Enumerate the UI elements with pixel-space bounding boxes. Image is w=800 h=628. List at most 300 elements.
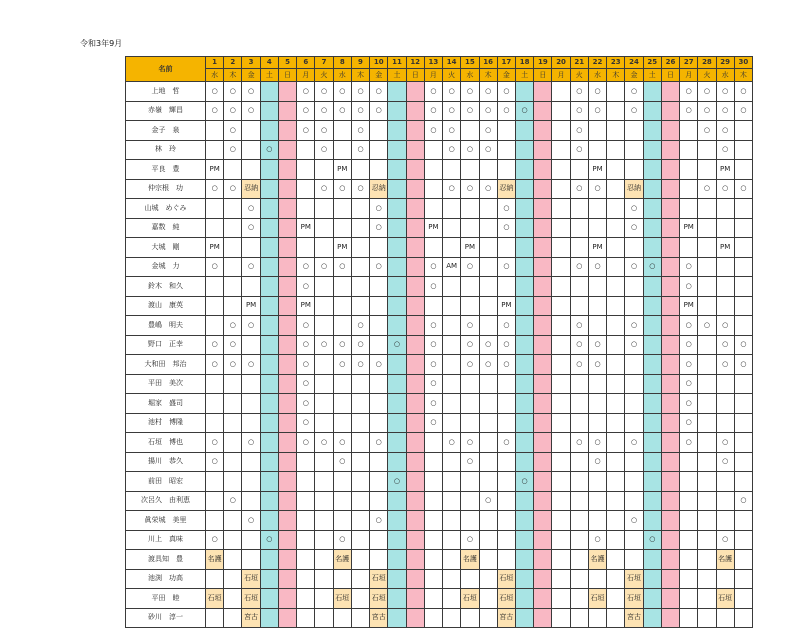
schedule-cell[interactable] [515,296,533,316]
schedule-cell[interactable]: 石垣 [242,569,260,589]
schedule-cell[interactable] [497,121,515,141]
schedule-cell[interactable]: ○ [479,82,497,102]
schedule-cell[interactable] [698,550,716,570]
schedule-cell[interactable] [680,472,698,492]
schedule-cell[interactable]: ○ [625,257,643,277]
schedule-cell[interactable]: ○ [351,82,369,102]
schedule-cell[interactable] [278,257,296,277]
schedule-cell[interactable] [388,589,406,609]
schedule-cell[interactable]: PM [588,160,606,180]
schedule-cell[interactable] [479,452,497,472]
schedule-cell[interactable] [643,433,661,453]
schedule-cell[interactable]: ○ [297,413,315,433]
schedule-cell[interactable]: ○ [716,179,734,199]
schedule-cell[interactable] [242,238,260,258]
schedule-cell[interactable] [570,394,588,414]
schedule-cell[interactable] [333,121,351,141]
schedule-cell[interactable] [734,550,752,570]
schedule-cell[interactable] [607,394,625,414]
schedule-cell[interactable] [570,452,588,472]
schedule-cell[interactable]: 石垣 [588,589,606,609]
schedule-cell[interactable]: 忍納 [497,179,515,199]
schedule-cell[interactable] [698,569,716,589]
schedule-cell[interactable] [443,335,461,355]
schedule-cell[interactable]: ○ [570,101,588,121]
schedule-cell[interactable] [443,199,461,219]
schedule-cell[interactable] [534,413,552,433]
schedule-cell[interactable] [278,433,296,453]
schedule-cell[interactable]: ○ [297,316,315,336]
schedule-cell[interactable] [351,296,369,316]
schedule-cell[interactable] [443,569,461,589]
schedule-cell[interactable] [716,394,734,414]
schedule-cell[interactable] [260,179,278,199]
schedule-cell[interactable] [206,316,224,336]
schedule-cell[interactable] [406,589,424,609]
schedule-cell[interactable]: ○ [351,121,369,141]
schedule-cell[interactable] [716,218,734,238]
schedule-cell[interactable] [570,569,588,589]
schedule-cell[interactable] [351,218,369,238]
schedule-cell[interactable]: ○ [297,277,315,297]
schedule-cell[interactable] [497,452,515,472]
schedule-cell[interactable] [625,296,643,316]
schedule-cell[interactable] [278,530,296,550]
schedule-cell[interactable]: ○ [224,179,242,199]
schedule-cell[interactable]: ○ [315,433,333,453]
schedule-cell[interactable] [260,199,278,219]
schedule-cell[interactable]: ○ [680,257,698,277]
schedule-cell[interactable] [607,530,625,550]
schedule-cell[interactable] [570,238,588,258]
schedule-cell[interactable]: ○ [424,413,442,433]
schedule-cell[interactable] [716,199,734,219]
schedule-cell[interactable] [625,160,643,180]
schedule-cell[interactable] [625,452,643,472]
schedule-cell[interactable] [497,491,515,511]
schedule-cell[interactable] [643,569,661,589]
schedule-cell[interactable] [643,101,661,121]
schedule-cell[interactable] [443,296,461,316]
schedule-cell[interactable] [734,511,752,531]
schedule-cell[interactable] [643,413,661,433]
schedule-cell[interactable] [206,199,224,219]
schedule-cell[interactable]: ○ [388,472,406,492]
schedule-cell[interactable] [497,238,515,258]
schedule-cell[interactable] [278,160,296,180]
schedule-cell[interactable] [734,433,752,453]
schedule-cell[interactable]: ○ [680,335,698,355]
schedule-cell[interactable] [661,355,679,375]
schedule-cell[interactable] [643,121,661,141]
schedule-cell[interactable] [424,433,442,453]
schedule-cell[interactable] [370,335,388,355]
schedule-cell[interactable] [297,140,315,160]
schedule-cell[interactable] [278,472,296,492]
schedule-cell[interactable]: ○ [297,433,315,453]
schedule-cell[interactable] [388,530,406,550]
schedule-cell[interactable]: 宮古 [242,608,260,628]
schedule-cell[interactable]: 宮古 [370,608,388,628]
schedule-cell[interactable]: ○ [570,355,588,375]
schedule-cell[interactable] [242,472,260,492]
schedule-cell[interactable] [351,160,369,180]
schedule-cell[interactable]: ○ [297,374,315,394]
schedule-cell[interactable] [224,452,242,472]
schedule-cell[interactable]: ○ [698,316,716,336]
schedule-cell[interactable]: ○ [479,101,497,121]
schedule-cell[interactable] [479,589,497,609]
schedule-cell[interactable] [443,355,461,375]
schedule-cell[interactable]: 名護 [333,550,351,570]
schedule-cell[interactable] [224,530,242,550]
schedule-cell[interactable]: ○ [570,140,588,160]
schedule-cell[interactable] [552,316,570,336]
schedule-cell[interactable] [242,491,260,511]
schedule-cell[interactable] [515,355,533,375]
schedule-cell[interactable] [461,394,479,414]
schedule-cell[interactable]: ○ [206,433,224,453]
schedule-cell[interactable] [680,491,698,511]
schedule-cell[interactable] [534,296,552,316]
schedule-cell[interactable]: 石垣 [625,589,643,609]
schedule-cell[interactable] [242,140,260,160]
schedule-cell[interactable] [661,218,679,238]
schedule-cell[interactable] [570,511,588,531]
schedule-cell[interactable] [388,257,406,277]
schedule-cell[interactable]: ○ [734,101,752,121]
schedule-cell[interactable] [242,530,260,550]
schedule-cell[interactable] [534,179,552,199]
schedule-cell[interactable]: ○ [643,257,661,277]
schedule-cell[interactable]: 石垣 [370,589,388,609]
schedule-cell[interactable] [734,238,752,258]
schedule-cell[interactable] [461,277,479,297]
schedule-cell[interactable] [607,218,625,238]
schedule-cell[interactable] [716,296,734,316]
schedule-cell[interactable] [698,296,716,316]
schedule-cell[interactable] [643,82,661,102]
schedule-cell[interactable] [406,472,424,492]
schedule-cell[interactable] [515,316,533,336]
schedule-cell[interactable] [406,491,424,511]
schedule-cell[interactable] [680,121,698,141]
schedule-cell[interactable]: ○ [479,335,497,355]
schedule-cell[interactable] [661,511,679,531]
schedule-cell[interactable] [297,550,315,570]
schedule-cell[interactable] [424,238,442,258]
schedule-cell[interactable] [661,277,679,297]
schedule-cell[interactable]: ○ [716,433,734,453]
schedule-cell[interactable] [588,199,606,219]
schedule-cell[interactable]: ○ [734,491,752,511]
schedule-cell[interactable] [406,296,424,316]
schedule-cell[interactable] [278,550,296,570]
schedule-cell[interactable] [260,335,278,355]
schedule-cell[interactable] [552,121,570,141]
schedule-cell[interactable] [552,335,570,355]
schedule-cell[interactable] [351,452,369,472]
schedule-cell[interactable] [370,452,388,472]
schedule-cell[interactable]: PM [333,160,351,180]
schedule-cell[interactable] [698,491,716,511]
schedule-cell[interactable]: ○ [242,355,260,375]
schedule-cell[interactable] [206,374,224,394]
schedule-cell[interactable] [351,374,369,394]
schedule-cell[interactable] [315,511,333,531]
schedule-cell[interactable]: ○ [424,316,442,336]
schedule-cell[interactable]: PM [588,238,606,258]
schedule-cell[interactable] [406,121,424,141]
schedule-cell[interactable] [643,394,661,414]
schedule-cell[interactable] [443,316,461,336]
schedule-cell[interactable] [698,433,716,453]
schedule-cell[interactable]: ○ [333,101,351,121]
schedule-cell[interactable] [479,550,497,570]
schedule-cell[interactable]: ○ [297,257,315,277]
schedule-cell[interactable]: ○ [734,335,752,355]
schedule-cell[interactable] [734,394,752,414]
schedule-cell[interactable] [479,296,497,316]
schedule-cell[interactable] [661,491,679,511]
schedule-cell[interactable]: ○ [224,355,242,375]
schedule-cell[interactable] [351,199,369,219]
schedule-cell[interactable]: ○ [315,82,333,102]
schedule-cell[interactable] [680,589,698,609]
schedule-cell[interactable] [297,589,315,609]
schedule-cell[interactable] [552,374,570,394]
schedule-cell[interactable] [643,374,661,394]
schedule-cell[interactable] [479,238,497,258]
schedule-cell[interactable]: ○ [370,101,388,121]
schedule-cell[interactable] [643,179,661,199]
schedule-cell[interactable] [552,160,570,180]
schedule-cell[interactable]: ○ [734,82,752,102]
schedule-cell[interactable] [333,413,351,433]
schedule-cell[interactable] [552,101,570,121]
schedule-cell[interactable] [515,257,533,277]
schedule-cell[interactable]: ○ [351,101,369,121]
schedule-cell[interactable] [570,530,588,550]
schedule-cell[interactable] [607,472,625,492]
schedule-cell[interactable] [260,413,278,433]
schedule-cell[interactable] [333,569,351,589]
schedule-cell[interactable] [424,472,442,492]
schedule-cell[interactable] [643,491,661,511]
schedule-cell[interactable]: ○ [461,452,479,472]
schedule-cell[interactable] [534,199,552,219]
schedule-cell[interactable] [607,335,625,355]
schedule-cell[interactable]: PM [333,238,351,258]
schedule-cell[interactable]: ○ [479,491,497,511]
schedule-cell[interactable] [698,257,716,277]
schedule-cell[interactable] [534,101,552,121]
schedule-cell[interactable] [351,589,369,609]
schedule-cell[interactable] [515,511,533,531]
schedule-cell[interactable] [278,199,296,219]
schedule-cell[interactable] [698,394,716,414]
schedule-cell[interactable] [388,199,406,219]
schedule-cell[interactable] [734,589,752,609]
schedule-cell[interactable] [643,589,661,609]
schedule-cell[interactable] [333,374,351,394]
schedule-cell[interactable] [370,530,388,550]
schedule-cell[interactable] [497,550,515,570]
schedule-cell[interactable] [661,374,679,394]
schedule-cell[interactable] [278,394,296,414]
schedule-cell[interactable] [661,82,679,102]
schedule-cell[interactable] [260,355,278,375]
schedule-cell[interactable] [515,218,533,238]
schedule-cell[interactable]: ○ [479,355,497,375]
schedule-cell[interactable] [388,569,406,589]
schedule-cell[interactable]: ○ [461,316,479,336]
schedule-cell[interactable] [570,160,588,180]
schedule-cell[interactable]: ○ [351,316,369,336]
schedule-cell[interactable] [278,140,296,160]
schedule-cell[interactable] [661,569,679,589]
schedule-cell[interactable]: ○ [479,140,497,160]
schedule-cell[interactable] [497,277,515,297]
schedule-cell[interactable] [680,160,698,180]
schedule-cell[interactable] [607,413,625,433]
schedule-cell[interactable] [315,296,333,316]
schedule-cell[interactable]: ○ [370,218,388,238]
schedule-cell[interactable] [588,277,606,297]
schedule-cell[interactable] [406,394,424,414]
schedule-cell[interactable] [716,277,734,297]
schedule-cell[interactable]: ○ [315,257,333,277]
schedule-cell[interactable] [643,511,661,531]
schedule-cell[interactable] [734,374,752,394]
schedule-cell[interactable] [224,238,242,258]
schedule-cell[interactable] [333,511,351,531]
schedule-cell[interactable] [388,296,406,316]
schedule-cell[interactable] [315,530,333,550]
schedule-cell[interactable] [351,569,369,589]
schedule-cell[interactable] [534,121,552,141]
schedule-cell[interactable] [607,160,625,180]
schedule-cell[interactable] [698,472,716,492]
schedule-cell[interactable]: ○ [242,199,260,219]
schedule-cell[interactable] [716,374,734,394]
schedule-cell[interactable] [278,355,296,375]
schedule-cell[interactable] [534,316,552,336]
schedule-cell[interactable] [552,199,570,219]
schedule-cell[interactable] [224,569,242,589]
schedule-cell[interactable]: ○ [497,199,515,219]
schedule-cell[interactable] [315,491,333,511]
schedule-cell[interactable] [260,569,278,589]
schedule-cell[interactable] [206,569,224,589]
schedule-cell[interactable] [497,511,515,531]
schedule-cell[interactable] [625,121,643,141]
schedule-cell[interactable] [278,589,296,609]
schedule-cell[interactable]: PM [680,218,698,238]
schedule-cell[interactable] [370,413,388,433]
schedule-cell[interactable] [388,491,406,511]
schedule-cell[interactable] [734,530,752,550]
schedule-cell[interactable] [607,355,625,375]
schedule-cell[interactable] [479,472,497,492]
schedule-cell[interactable]: ○ [424,335,442,355]
schedule-cell[interactable] [734,569,752,589]
schedule-cell[interactable]: ○ [515,101,533,121]
schedule-cell[interactable]: ○ [242,101,260,121]
schedule-cell[interactable]: ○ [625,511,643,531]
schedule-cell[interactable]: ○ [515,472,533,492]
schedule-cell[interactable] [661,160,679,180]
schedule-cell[interactable]: PM [206,160,224,180]
schedule-cell[interactable] [242,374,260,394]
schedule-cell[interactable] [698,355,716,375]
schedule-cell[interactable]: PM [716,238,734,258]
schedule-cell[interactable] [315,374,333,394]
schedule-cell[interactable] [661,238,679,258]
schedule-cell[interactable] [734,257,752,277]
schedule-cell[interactable] [333,316,351,336]
schedule-cell[interactable]: ○ [242,316,260,336]
schedule-cell[interactable] [643,140,661,160]
schedule-cell[interactable] [698,530,716,550]
schedule-cell[interactable]: 名護 [206,550,224,570]
schedule-cell[interactable]: ○ [224,101,242,121]
schedule-cell[interactable]: ○ [443,433,461,453]
schedule-cell[interactable] [515,374,533,394]
schedule-cell[interactable] [351,530,369,550]
schedule-cell[interactable] [443,472,461,492]
schedule-cell[interactable]: ○ [734,179,752,199]
schedule-cell[interactable] [351,394,369,414]
schedule-cell[interactable] [479,433,497,453]
schedule-cell[interactable] [278,179,296,199]
schedule-cell[interactable] [625,238,643,258]
schedule-cell[interactable] [370,140,388,160]
schedule-cell[interactable] [734,121,752,141]
schedule-cell[interactable] [552,82,570,102]
schedule-cell[interactable]: 石垣 [370,569,388,589]
schedule-cell[interactable] [588,491,606,511]
schedule-cell[interactable] [479,413,497,433]
schedule-cell[interactable] [643,335,661,355]
schedule-cell[interactable] [406,82,424,102]
schedule-cell[interactable] [461,511,479,531]
schedule-cell[interactable] [552,569,570,589]
schedule-cell[interactable] [716,413,734,433]
schedule-cell[interactable] [607,316,625,336]
schedule-cell[interactable] [734,316,752,336]
schedule-cell[interactable]: ○ [625,199,643,219]
schedule-cell[interactable]: ○ [297,335,315,355]
schedule-cell[interactable] [698,511,716,531]
schedule-cell[interactable] [260,257,278,277]
schedule-cell[interactable]: ○ [570,257,588,277]
schedule-cell[interactable]: 石垣 [497,589,515,609]
schedule-cell[interactable] [607,121,625,141]
schedule-cell[interactable]: ○ [716,121,734,141]
schedule-cell[interactable] [607,277,625,297]
schedule-cell[interactable] [716,569,734,589]
schedule-cell[interactable]: ○ [625,335,643,355]
schedule-cell[interactable] [315,238,333,258]
schedule-cell[interactable] [406,101,424,121]
schedule-cell[interactable]: ○ [461,355,479,375]
schedule-cell[interactable] [497,140,515,160]
schedule-cell[interactable] [224,394,242,414]
schedule-cell[interactable] [424,452,442,472]
schedule-cell[interactable] [698,374,716,394]
schedule-cell[interactable] [570,374,588,394]
